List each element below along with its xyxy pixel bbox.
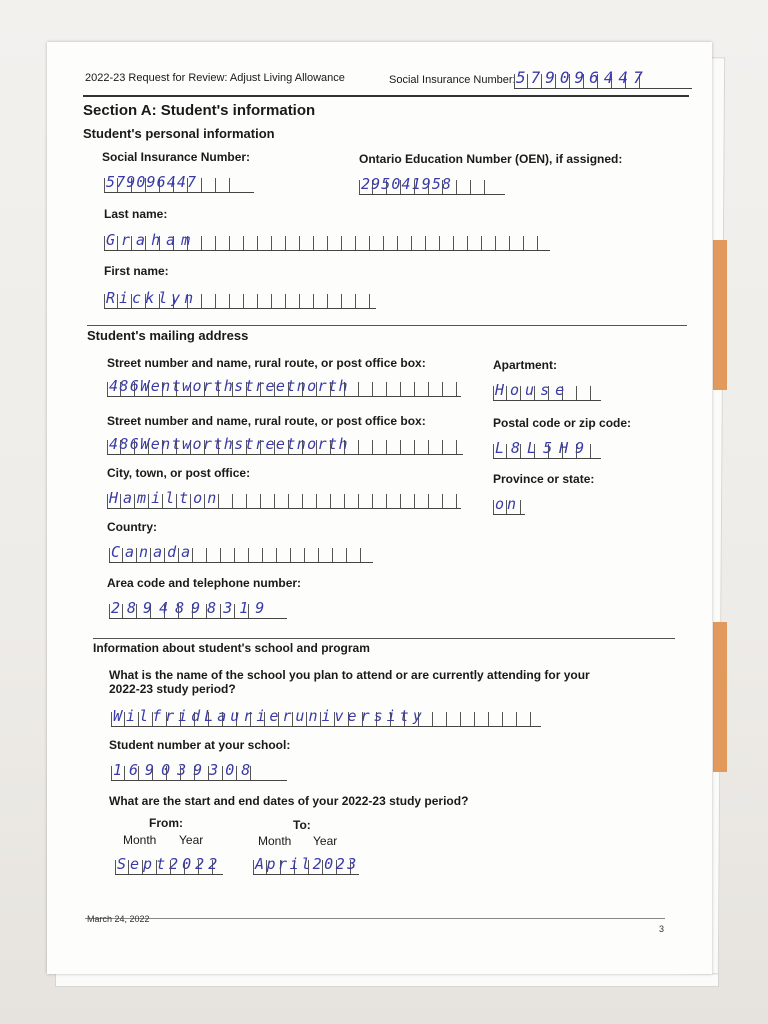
postal-value: L8L5H9 bbox=[495, 439, 592, 457]
sin-field[interactable] bbox=[104, 172, 254, 193]
first-name-label: First name: bbox=[104, 264, 169, 278]
street1-value: 486Wentworthstreetnorth bbox=[109, 377, 349, 395]
oen-value: 295041958 bbox=[361, 175, 453, 193]
to-month-label: Month bbox=[258, 834, 292, 848]
city-label: City, town, or post office: bbox=[107, 466, 251, 480]
last-name-field[interactable] bbox=[104, 230, 550, 251]
student-number-value: 169039308 bbox=[113, 761, 258, 779]
first-name-field[interactable] bbox=[104, 288, 376, 309]
street1-label: Street number and name, rural route, or post office box: bbox=[107, 356, 426, 370]
street2-label: Street number and name, rural route, or post office box: bbox=[107, 414, 426, 428]
sin-label: Social Insurance Number: bbox=[102, 150, 251, 164]
form-page bbox=[47, 42, 712, 974]
school-rule bbox=[93, 638, 675, 639]
postal-label: Postal code or zip code: bbox=[493, 416, 632, 430]
to-date-field[interactable] bbox=[253, 854, 359, 875]
country-label: Country: bbox=[107, 520, 157, 534]
last-name-label: Last name: bbox=[104, 207, 168, 221]
orange-tab bbox=[713, 622, 727, 772]
header-rule bbox=[83, 95, 689, 97]
mailing-title: Student's mailing address bbox=[87, 328, 249, 343]
dates-question: What are the start and end dates of your 2022-23 study period? bbox=[109, 794, 469, 808]
header-sin-label: Social Insurance Number: bbox=[389, 74, 516, 86]
orange-tab bbox=[713, 240, 727, 390]
form-title: 2022-23 Request for Review: Adjust Living Allowance bbox=[85, 72, 345, 84]
phone-label: Area code and telephone number: bbox=[107, 576, 302, 590]
street1-field[interactable] bbox=[107, 376, 461, 397]
from-date-value: Sept2022 bbox=[117, 855, 222, 873]
student-number-field[interactable] bbox=[111, 760, 287, 781]
first-name-value: Ricklyn bbox=[106, 289, 198, 307]
street2-field[interactable] bbox=[107, 434, 463, 455]
city-value: Hamilton bbox=[109, 489, 222, 507]
oen-label: Ontario Education Number (OEN), if assigned: bbox=[359, 152, 623, 166]
school-name-value: WilfridLaurieruniversity bbox=[113, 707, 426, 725]
school-question: What is the name of the school you plan to attend or are currently attending for your bbox=[109, 668, 590, 682]
section-a-title: Section A: Student's information bbox=[83, 102, 316, 119]
from-date-field[interactable] bbox=[115, 854, 223, 875]
personal-info-title: Student's personal information bbox=[83, 126, 275, 141]
country-value: Canada bbox=[111, 543, 196, 561]
from-label: From: bbox=[149, 816, 183, 830]
apartment-field[interactable] bbox=[493, 380, 601, 401]
footer-date: March 24, 2022 bbox=[87, 914, 150, 924]
header-sin-field[interactable] bbox=[514, 68, 692, 89]
province-value: on bbox=[495, 495, 520, 513]
postal-field[interactable] bbox=[493, 438, 601, 459]
last-name-value: Graham bbox=[106, 231, 197, 249]
from-month-label: Month bbox=[123, 833, 157, 847]
province-field[interactable] bbox=[493, 494, 525, 515]
school-title: Information about student's school and program bbox=[93, 641, 370, 655]
oen-field[interactable] bbox=[359, 174, 505, 195]
country-field[interactable] bbox=[109, 542, 373, 563]
phone-field[interactable] bbox=[109, 598, 287, 619]
phone-value: 2894898319 bbox=[111, 599, 272, 617]
to-date-value: April2023 bbox=[255, 855, 359, 873]
apartment-label: Apartment: bbox=[493, 358, 558, 372]
school-name-field[interactable] bbox=[111, 706, 541, 727]
from-year-label: Year bbox=[179, 833, 204, 847]
student-number-label: Student number at your school: bbox=[109, 738, 291, 752]
to-label: To: bbox=[293, 818, 311, 832]
mailing-rule bbox=[87, 325, 687, 326]
province-label: Province or state: bbox=[493, 472, 595, 486]
to-year-label: Year bbox=[313, 834, 338, 848]
city-field[interactable] bbox=[107, 488, 461, 509]
sin-value: 579096447 bbox=[106, 173, 198, 191]
page-number: 3 bbox=[659, 924, 665, 934]
street2-value: 486Wentworthstreetnorth bbox=[109, 435, 349, 453]
footer-rule bbox=[85, 918, 665, 919]
school-question-line2: 2022-23 study period? bbox=[109, 682, 236, 696]
apartment-value: House bbox=[495, 381, 571, 399]
header-sin-value: 579096447 bbox=[516, 68, 648, 87]
